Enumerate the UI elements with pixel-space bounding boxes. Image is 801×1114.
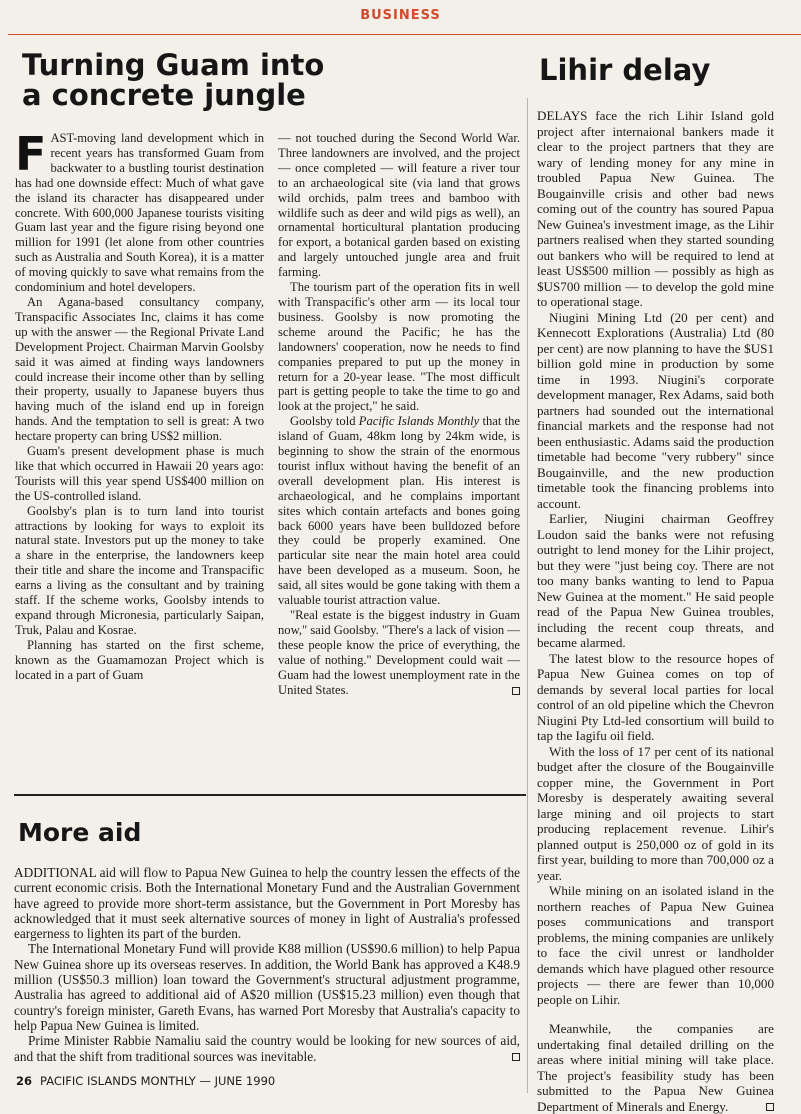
guam-paragraph: Planning has started on the first scheme, known as the Guamamozan Project which is located in a part of Guam — [15, 637, 264, 682]
end-mark-icon — [512, 687, 520, 695]
end-mark-icon — [512, 1053, 520, 1061]
guam-paragraph: Goolsby's plan is to turn land into tourist attractions by looking for ways to exploit its natural state. Investors put up the money to take a share in the enterprise, the landowners keep their title and share the income and Transpacific earns a living as the consultant and by training staff. If the scheme works, Goolsby intends to expand through Micronesia, particularly Saipan, Truk, Palau and Kosrae. — [15, 503, 264, 637]
lihir-paragraph: The latest blow to the resource hopes of Papua New Guinea comes on top of demands by several local parties for local control of an old pipeline which the Chevron Niugini Pty Ltd-led consortium will build to tap the Iagifu oil field. — [537, 650, 774, 743]
lihir-paragraph: With the loss of 17 per cent of its national budget after the closure of the Bougainville copper mine, the Government in Port Moresby is desperately awaiting several large mining and oil projects to start producing replacement revenue. Lihir's planned output is 250,000 oz of gold in its first year, building to more than 700,000 oz a year. — [537, 743, 774, 883]
lihir-paragraph: While mining on an isolated island in the northern reaches of Papua New Guinea poses communications and transport problems, the mining companies are unlikely to face the civil unrest or landholder demands which have plagued other resource projects — there are fewer than 10,000 people on Lihir. — [537, 883, 774, 1007]
guam-paragraph: AST-moving land development which in recent years has transformed Guam from backwater to a bustling tourist destination has had one downside effect: Much of what gave the island its character has disappeared under concrete. With 600,000 Japanese tourists visiting Guam last year and the figure rising beyond one million for 1991 (let alone from other countries such as Australia and South Korea), it is a matter of moving quickly to save what remains from the condominium and hotel developers. — [15, 131, 264, 295]
guam-paragraph: Guam's present development phase is much like that which occurred in Hawaii 20 years ago: Tourists will this year spend US$400 million on the US-controlled island. — [15, 444, 264, 503]
aid-paragraph: The International Monetary Fund will provide K88 million (US$90.6 million) to help Papua New Guinea shore up its overseas reserves. In addition, the World Bank has approved a K48.9 million (US$50.3 million) loan toward the Government's structural adjustment programme, Australia has agreed to additional aid of A$20 million (US$15.23 million) even though that country's foreign minister, Gareth Evans, has warned Port Moresby that Australia's capacity to help Papua New Guinea is limited. — [14, 941, 520, 1033]
lihir-paragraph: Meanwhile, the companies are undertaking final detailed drilling on the areas where initial mining will take place. The project's feasibility study has been submitted to the Papua New Guinea Department of Minerals and Energy. — [537, 1021, 774, 1114]
magazine-title: Pacific Islands Monthly — [358, 414, 480, 429]
guam-paragraph: "Real estate is the biggest industry in Guam now," said Goolsby. "There's a lack of vision — these people know the price of everything, the value of nothing." Development could wait — Guam had the lowest unemployment rate in the United States. — [278, 608, 520, 697]
aid-headline: More aid — [18, 818, 142, 847]
end-mark-icon — [766, 1103, 774, 1111]
page-footer — [16, 1074, 275, 1088]
lihir-paragraph: Niugini Mining Ltd (20 per cent) and Kennecott Explorations (Australia) Ltd (80 per cent) are now planning to have the $US1 billion gold mine in production by some time in 1993. Niugini's corporate development manager, Rex Adams, said both partners had sounded out the international financial markets and the response had not been enthusiastic. Adams said the production timetable had become "very rubbery" since Bougainville, and the new production timetable took the financing problems into account. — [537, 309, 774, 511]
article-separator — [14, 794, 526, 796]
aid-paragraph: ADDITIONAL aid will flow to Papua New Guinea to help the country lessen the effects of the current economic crisis. Both the International Monetary Fund and the Australian Government have agreed to provide more short-term assistance, but the Government in Port Moresby has acknowledged that it must seek alternative sources of money in light of Australia's professed eargerness to lighten its part of the burden. — [14, 865, 520, 942]
guam-column-1 — [15, 127, 264, 683]
guam-headline: Turning Guam into a concrete jungle — [22, 48, 325, 113]
lihir-column — [537, 108, 774, 1114]
drop-cap: F — [15, 127, 47, 181]
guam-paragraph: An Agana-based consultancy company, Transpacific Associates Inc, claims it has come up with the answer — the Regional Private Land Development Project. Chairman Marvin Goolsby said it was aimed at finding ways landowners could increase their income other than by selling their property, usually to Japanese buyers thus having much of the island end up in foreign hands. And the temptation to sell is great: A two hectare property can bring US$2 million. — [15, 294, 264, 444]
page-number: 26 — [16, 1074, 33, 1088]
lihir-headline: Lihir delay — [539, 53, 711, 87]
guam-column-2 — [278, 131, 520, 697]
guam-paragraph: Goolsby told Pacific Islands Monthly that the island of Guam, 48km long by 24km wide, is beginning to show the strain of the enormous tourist influx without having the benefit of an overall development plan. His interest is archaeological, and he complains important sites which contain artefacts and bones going back 6000 years have been bulldozed before they could be properly examined. One particular site near the main hotel area could have been developed as a museum. Soon, he said, all sites would be gone taking with them a valuable tourist attraction value. — [278, 414, 520, 608]
aid-body — [14, 865, 520, 1064]
lihir-paragraph: Earlier, Niugini chairman Geoffrey Loudon said the banks were not refusing outright to lend money for the Lihir project, but they were "just being coy. There are not too many banks wanting to lend to Papua New Guinea at the moment." He said people read of the Papua New Guinea troubles, including the recent coup threats, and became alarmed. — [537, 511, 774, 650]
aid-paragraph: Prime Minister Rabbie Namaliu said the country would be looking for new sources of aid, and that the shift from traditional sources was inevitable. — [14, 1033, 520, 1064]
lihir-paragraph: DELAYS face the rich Lihir Island gold project after internaional bankers made it clear to the project partners that they are wary of lending money for any mine in troubled Papua New Guinea. The Bougainville crisis and other bad news coming out of the country has soured Papua New Guinea's investment image, as the Lihir partners realised when they started sounding out bankers who will be required to lend at least US$500 million — possibly as high as $US700 million — to develop the gold mine to operational stage. — [537, 108, 774, 309]
top-rule — [8, 34, 801, 35]
publication-line: PACIFIC ISLANDS MONTHLY — JUNE 1990 — [40, 1074, 276, 1088]
guam-paragraph: — not touched during the Second World War. Three landowners are involved, and the project — once completed — will feature a river tour to an archaeological site (via land that grows wild orchids, palm trees and bamboo with wildlife such as deer and wild pigs as well), an ornamental horticultural plantation producing for export, a botanical garden based on existing and largely untouched jungle area and fruit farming. — [278, 131, 520, 280]
guam-paragraph: The tourism part of the operation fits in well with Transpacific's other arm — its local tour business. Goolsby is now promoting the scheme around the Pacific; he has the landowners' cooperation, now he needs to find companies prepared to put up the money in return for a 20-year lease. "The most difficult part is getting people to take the time to go and look at the project," he said. — [278, 280, 520, 414]
section-label: BUSINESS — [360, 8, 441, 23]
column-divider — [527, 98, 528, 1093]
